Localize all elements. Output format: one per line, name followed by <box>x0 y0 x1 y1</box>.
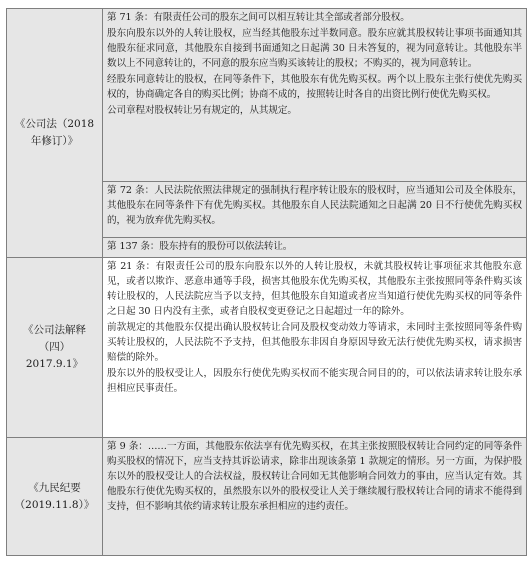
article-paragraph: 第 9 条：……一方面，其他股东依法享有优先购买权，在其主张按照股权转让合同约定的同等条件购买股权的情况下，应当支持其诉讼请求，除非出现该条第 1 款规定的情形。另一方面，为保护股东以外的股权受让人的合法权益，股权转让合同如无其他影响合同效力的事由，应当认定有效。其他股东行使优先购买权的，虽然股东以外的股权受让人关于继续履行股权转让合同的请求不能得到支持，但不影响其依约请求转让股东承担相应的违约责任。 <box>107 441 522 512</box>
article-cell <box>103 9 527 182</box>
article-paragraph: 第 21 条：有限责任公司的股东向股东以外的人转让股权，未就其股权转让事项征求其他股东意见，或者以欺诈、恶意串通等手段，损害其他股东优先购买权，其他股东主张按照同等条件购买该转让股权的，人民法院应当予以支持，但其他股东自知道或者应当知道行使优先购买权的同等条件之日起 30 日内没有主张，或者自股权变更登记之日起超过一年的除外。 <box>107 261 522 317</box>
law-name: 《公司法（2018年修订）》 <box>14 118 95 147</box>
article-paragraph: 股东以外的股权受让人，因股东行使优先购买权而不能实现合同目的的，可以依法请求转让股东承担相应民事责任。 <box>107 368 522 394</box>
law-name-cell <box>7 438 103 556</box>
law-name-cell <box>7 258 103 438</box>
article-paragraph: 第 72 条：人民法院依照法律规定的强制执行程序转让股东的股权时，应当通知公司及全体股东，其他股东在同等条件下有优先购买权。其他股东自人民法院通知之日起满 20 日不行使优先购买权的，视为放弃优先购买权。 <box>107 185 522 226</box>
table-row <box>7 9 527 182</box>
law-name: 《公司法解释（四）2017.9.1》 <box>23 324 86 370</box>
article-cell <box>103 238 527 258</box>
article-paragraph: 经股东同意转让的股权，在同等条件下，其他股东有优先购买权。两个以上股东主张行使优先购买权的，协商确定各自的购买比例；协商不成的，按照转让时各自的出资比例行使优先购买权。 <box>107 74 522 100</box>
article-paragraph: 第 137 条：股东持有的股份可以依法转让。 <box>107 241 293 252</box>
article-cell <box>103 258 527 438</box>
article-paragraph: 第 71 条：有限责任公司的股东之间可以相互转让其全部或者部分股权。 <box>107 12 410 23</box>
article-cell <box>103 438 527 556</box>
table-row <box>7 258 527 438</box>
law-name-cell <box>7 9 103 258</box>
article-paragraph: 公司章程对股权转让另有规定的，从其规定。 <box>107 105 297 116</box>
law-name: 《九民纪要（2019.11.8）》 <box>14 481 95 511</box>
article-paragraph: 股东向股东以外的人转让股权，应当经其他股东过半数同意。股东应就其股权转让事项书面通知其他股东征求同意，其他股东自接到书面通知之日起满 30 日未答复的，视为同意转让。其他股东半数以上不同意转让的，不同意的股东应当购买该转让的股权；不购买的，视为同意转让。 <box>107 28 522 69</box>
table-row <box>7 438 527 556</box>
law-comparison-table <box>6 8 527 556</box>
article-cell <box>103 182 527 238</box>
article-paragraph: 前款规定的其他股东仅提出确认股权转让合同及股权变动效力等请求，未同时主张按照同等条件购买转让股权的，人民法院不予支持，但其他股东非因自身原因导致无法行使优先购买权，请求损害赔偿的除外。 <box>107 322 522 363</box>
